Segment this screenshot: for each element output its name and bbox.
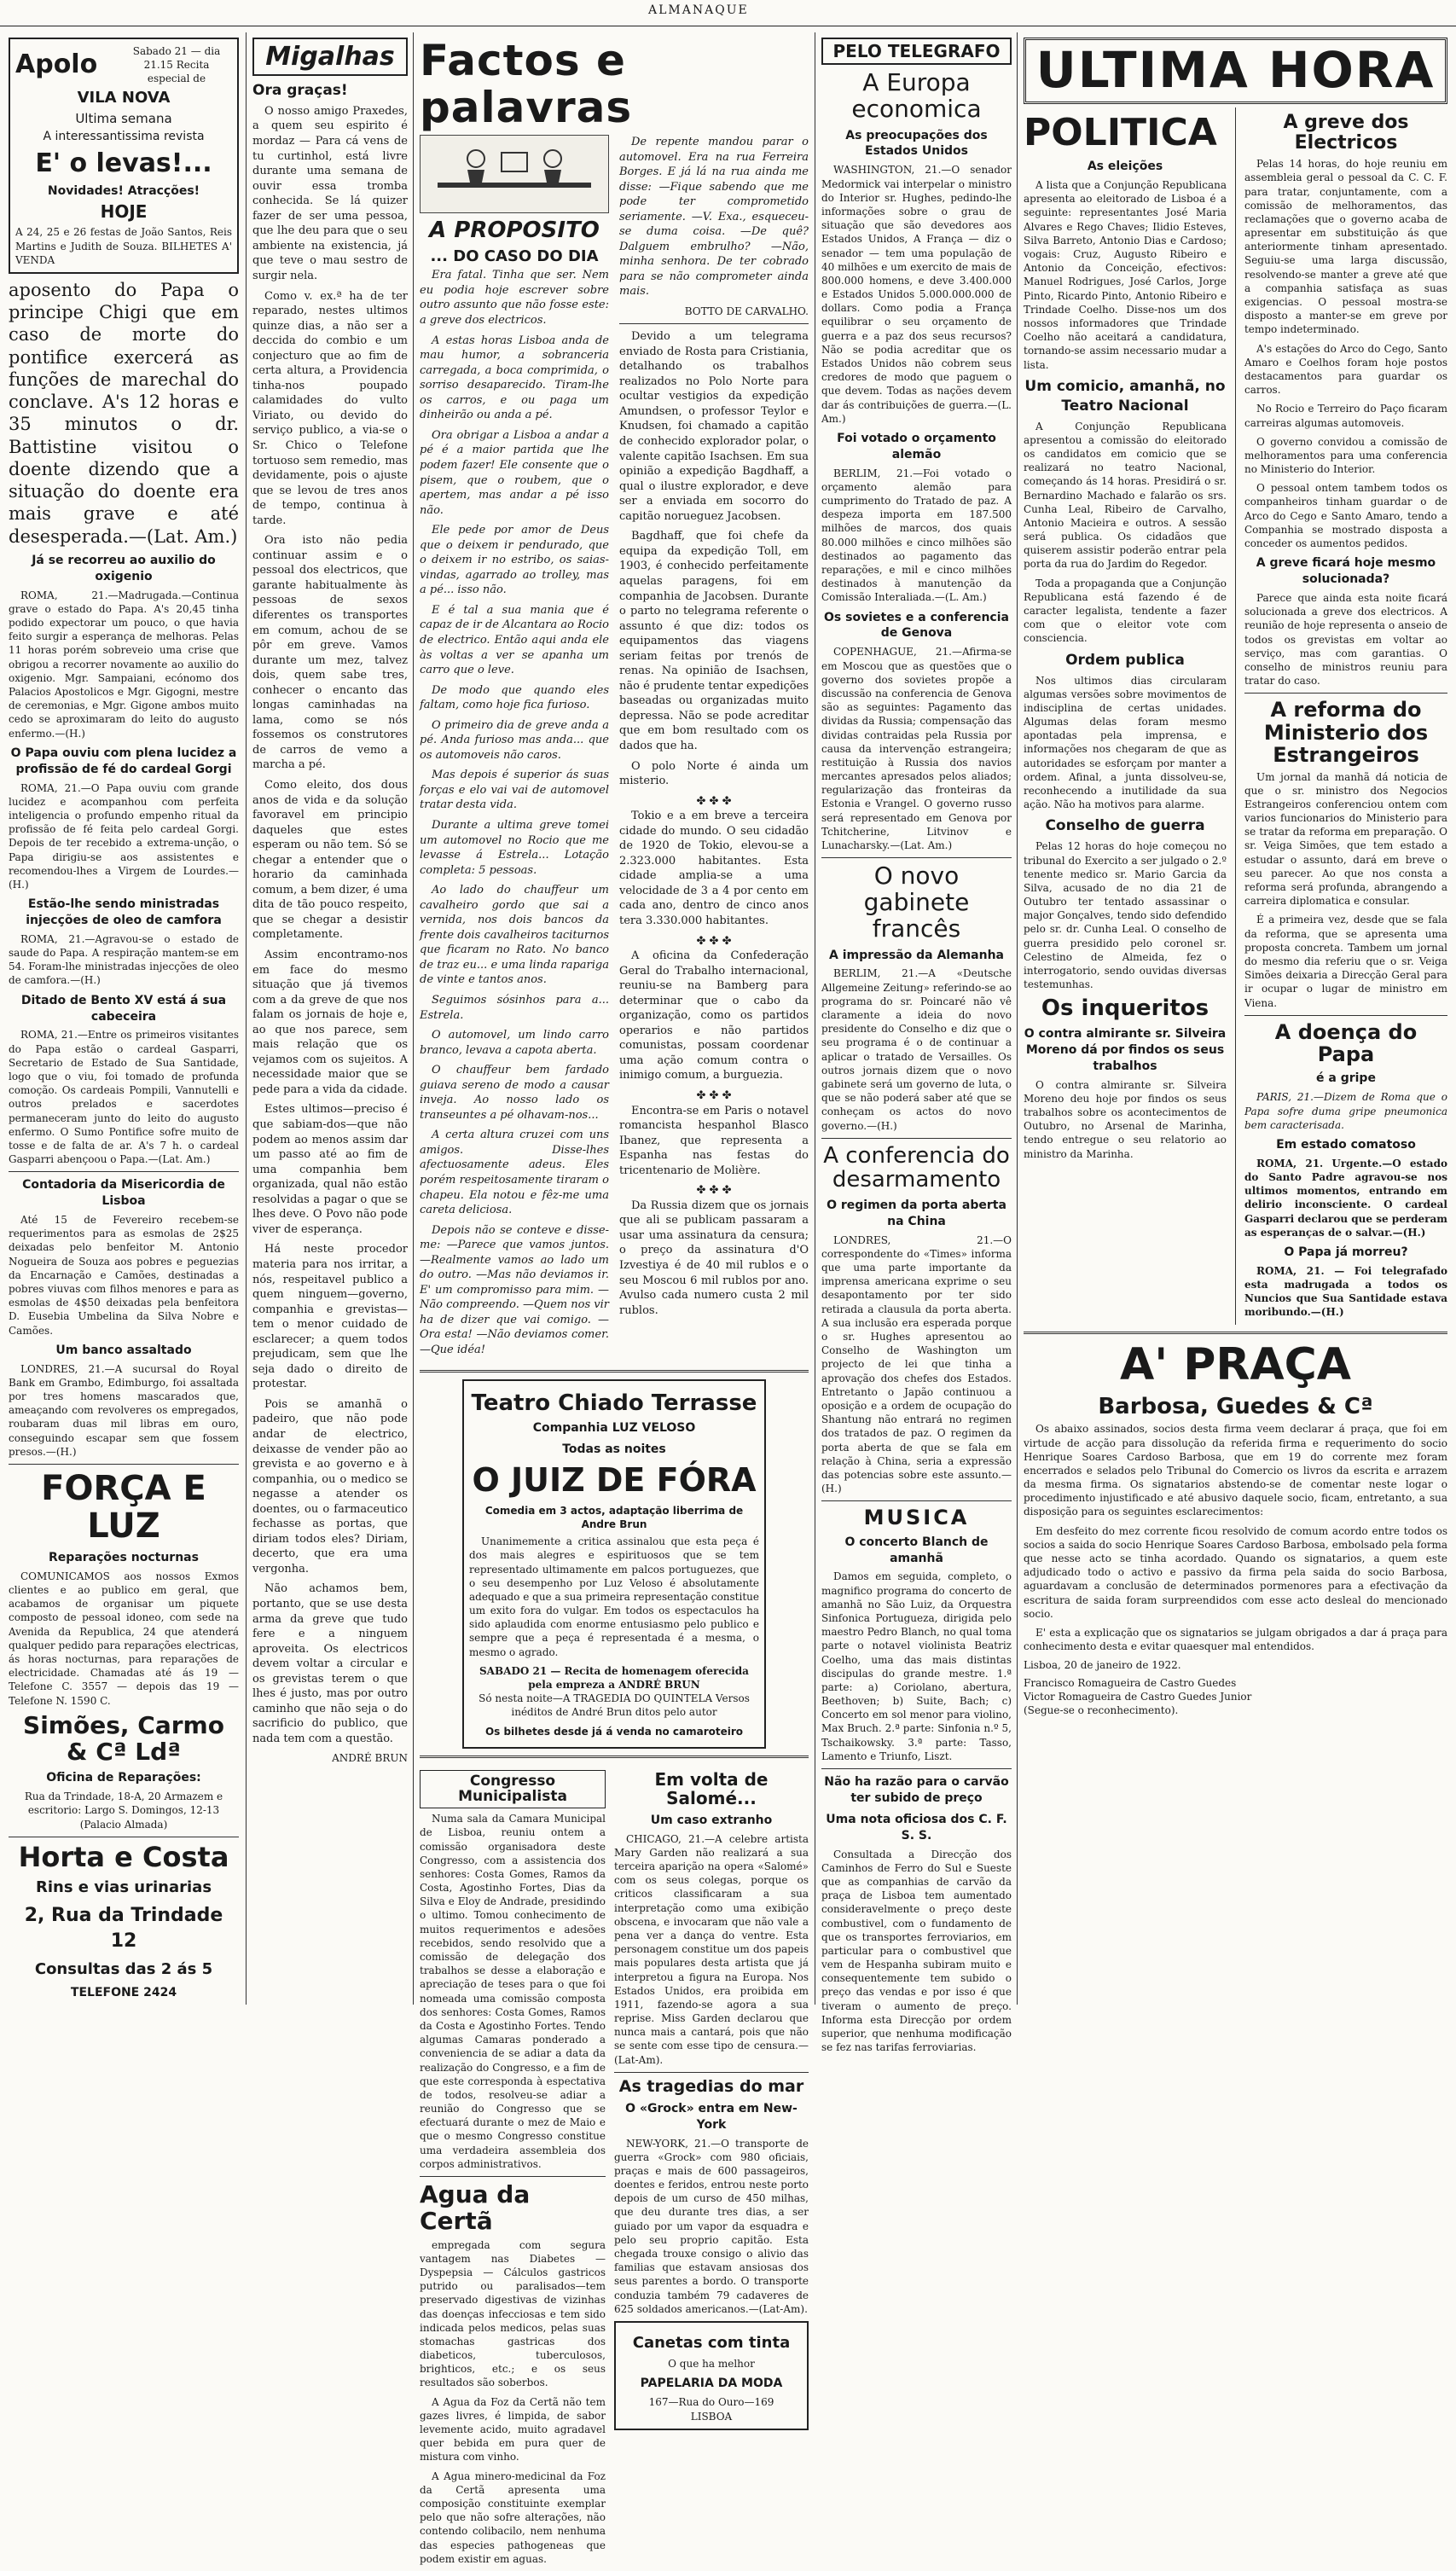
conselho-title: Conselho de guerra <box>1045 817 1205 835</box>
apropos-paragraph: O chauffeur bem fardado guiava sereno de modo a causar inveja. Ao nosso lado os transeuntes a pé olhavam-nos... <box>420 1064 609 1122</box>
divider <box>821 857 1012 858</box>
gabinete-title: O novo gabinete francês <box>863 862 970 943</box>
divider <box>420 1370 809 1373</box>
divider <box>1244 693 1447 694</box>
europa-text: WASHINGTON, 21.—O senador Medormick vai interpelar o ministro do Interior sr. Hughes, pedindo-lhe informações sobre o grau de situação que são devedores aos Estados Unidos, A França — diz o senador — tem uma população de 40 milhões e um exercito de mais de 800.000 homens, e deve 3.400.000 e Estados Unidos 5.000.000.000 de dollars. Como podia a França equilibrar o seu orçamento de guerra e a paz dos seus recursos? Não se podia acreditar que os Estados Unidos não cobrem seus credores de modo que paguem o que devem. Todas as nações devem dar ás contribuições de guerra.—(L. Am.) <box>821 164 1012 425</box>
column-rule <box>1235 107 1236 1325</box>
column-rule <box>1017 32 1018 2005</box>
pope-paragraph: aposento do Papa o principe Chigi que em caso de morte do pontifice exercerá as funções de marechal do conclave. A's 12 horas e 35 minutos o dr. Battistine visitou o doente dizendo que a situação do doente era mais grave e até desesperada.—(Lat. Am.) <box>9 279 239 547</box>
apropos-paragraph: Ao lado do chauffeur um cavalheiro gordo que sai a vernida, nos dois bancos da frente dois cavalheiros taciturnos que ficaram no Rato. No banco de traz eu... e uma linda rapariga de vinte e tantos anos. <box>420 884 609 987</box>
migalhas-title: Migalhas <box>252 38 408 76</box>
apropos-paragraph: De repente mandou parar o automovel. Era na rua Ferreira Borges. E já lá na rua ainda me disse: —Fique sabendo que me pode ter comprometido seriamente. —V. Exa., esqueceu-se duma coisa. —De quê? Dalguem embrulho? —Não, minha senhora. De ter cobrado para se não comprometer ainda mais. <box>619 136 809 299</box>
greve-title: A greve dos Electricos <box>1283 111 1409 154</box>
factos-left <box>420 135 609 1363</box>
apropos-paragraph: Era fatal. Tinha que ser. Nem eu podia hoje escrever sobre outro assunto que não fosse este: a greve dos electricos. <box>420 269 609 328</box>
misericordia-title: Contadoria da Misericordia de Lisboa <box>22 1178 225 1209</box>
migalhas-sub: Ora graças! <box>252 82 348 99</box>
papa-title: A doença do Papa <box>1274 1019 1418 1067</box>
praca-signatory: Victor Romagueira de Castro Guedes Junior <box>1024 1690 1252 1703</box>
divider <box>9 1171 239 1172</box>
tragedias-text: NEW-YORK, 21.—O transporte de guerra «Grock» com 980 oficiais, praças e mais de 600 passageiros, doentes e feridos, entrou neste porto depois de um curso de 450 milhas, que deu durante tres dias, a ser guiado por um vapor da esquadra e pelo seu proprio capitão. Esta chegada trouxe consigo o alivio das familias que estavam ansiosas dos seus parentes a bordo. O transporte conduzia também 79 cadaveres de 625 soldados americanos.—(Lat-Am). <box>614 2137 809 2315</box>
simoes-sub: Oficina de Reparações: <box>46 1771 201 1785</box>
column-rule <box>246 32 247 2005</box>
apropos-title: A PROPOSITO <box>429 218 600 243</box>
news-paragraph: Devido a um telegrama enviado de Rosta para Cristiania, detalhando os trabalhos realizados no Polo Norte para ocultar vestigios da expedição Amundsen, o professor Teylor e Knudsen, foi chamado a capitão de conhecido explorador polar, o valente capitão Isachsen. Em sua opinião a expedição Bagdhaff, a qual o ilustre explorador, e deve ser a enviada em socorro do capitão norueguez Jacobsen. <box>619 330 809 523</box>
praca-firm: Barbosa, Guedes & Cª <box>1098 1393 1373 1419</box>
apropos-paragraph: Mas depois é superior ás suas forças e elo vai vai de automovel tratar desta vida. <box>420 769 609 812</box>
apolo-ad <box>9 38 239 274</box>
musica-sub: O concerto Blanch de amanhã <box>844 1535 989 1565</box>
apropos-paragraph: A certa altura cruzei com uns amigos. Disse-lhes afectuosamente adeus. Eles porém respeitosamente tiraram o chapeu. Ela notou e fêz-me uma careta deliciosa. <box>420 1129 609 1217</box>
greve-text3: No Rocio e Terreiro do Paço ficaram carreiras algumas automoveis. <box>1244 403 1447 429</box>
divider <box>420 1756 809 1758</box>
simoes-title: Simões, Carmo & Cª Ldª <box>23 1710 224 1766</box>
coma-title: Em estado comatoso <box>1276 1137 1416 1152</box>
column-rule <box>413 32 414 2005</box>
salome-title: Em volta de Salomé... <box>654 1768 769 1808</box>
divider <box>1024 1332 1447 1334</box>
chiado-desc: Comedia em 3 actos, adaptação liberrima de Andre Brun <box>484 1504 744 1530</box>
orcamento-text: BERLIM, 21.—Foi votado o orçamento alemão para cumprimento do Tratado de paz. A despeza importa em 187.500 milhões de marcos, dos quais 80.000 milhões e cinco milhões são destinados ao pagamento das reparações, e mil e cinco milhões destinados à manutenção da Comissão Interaliada.—(L. Am.) <box>821 467 1012 604</box>
europa-sub: As preocupações dos Estados Unidos <box>845 128 988 159</box>
sovietes-title: Os sovietes e a conferencia de Genova <box>824 610 1009 641</box>
gabinete-text: BERLIM, 21.—A «Deutsche Allgemeine Zeitung» referindo-se ao programa do sr. Poincaré não vê claramente a ideia do novo presidente do Conselho e diz que o seu programa é o de continuar a aplicar o tratado de Versailles. Os outros jornais dizem que o novo gabinete será um governo de luta, o que se não poderá saber até que se conheçam os actos do novo governo.—(H.) <box>821 967 1012 1132</box>
apropos-paragraph: Ora obrigar a Lisboa a andar a pé é a maior partida que lhe podem fazer! Ele consente que o pisem, que o roubem, que o apertem, mas andar a pé isso não. <box>420 428 609 517</box>
factos-body <box>420 135 809 1363</box>
lower-left <box>420 1765 606 2571</box>
migalhas-paragraph: Há neste procedor materia para nos irritar, a nós, respeitavel publico a quem ninguem—governo, companhia e grevistas—tem o menor cuidado de esclarecer; a quem todos prejudicam, sem que lhe seja dado o direito de protestar. <box>252 1243 408 1391</box>
praca-text3: E' esta a explicação que os signatarios se julgam obrigados a dar á praça para conhecimento desta e evitar quaesquer mal entendidos. <box>1024 1626 1447 1653</box>
column-4 <box>821 32 1012 2054</box>
morreu-text: ROMA, 21. — Foi telegrafado esta madrugada a todos os Nuncios que Sua Santidade estava moribundo.—(H.) <box>1244 1264 1447 1319</box>
column-1 <box>9 32 239 2005</box>
migalhas-paragraph: Não achamos bem, portanto, que se use desta arma da greve que tudo fere e a ninguem aproveita. Os electricos devem voltar a circular e os grevistas terem o que lhes é justo, mas por outro caminho que não seja o do sacrificio do publico, que nada tem com a questão. <box>252 1582 408 1745</box>
chiado-play: O JUIZ DE FÓRA <box>472 1460 757 1499</box>
papa-sub: é a gripe <box>1316 1071 1376 1086</box>
greve-text2: A's estações do Arco do Cego, Santo Amaro e Coelhos foram hoje postos destacamentos para guardar os carros. <box>1244 342 1447 397</box>
russia-paragraph: Da Russia dizem que os jornais que ali se publicam passaram a usar uma assinatura da censura; o preço da assinatura d'O Izvestiya é de 40 mil rublos e o seu Moscou 6 mil rublos por ano. Avulso cada numero custa 2 mil rublos. <box>619 1198 809 1317</box>
forca-title: FORÇA E LUZ <box>41 1468 206 1546</box>
apolo-schedule: Sabado 21 — dia 21.15 Recita especial de <box>132 45 221 85</box>
apropos-illustration <box>420 135 609 213</box>
congresso-title: Congresso Municipalista <box>420 1770 606 1808</box>
tragedias-title: As tragedias do mar <box>618 2076 804 2096</box>
apolo-company: VILA NOVA <box>77 88 171 107</box>
oxygen-title: Já se recorreu ao auxilio do oxigenio <box>32 553 216 583</box>
carvao-text: Consultada a Direcção dos Caminhos de Ferro do Sul e Sueste que as companhias de carvão da praça de Lisboa tem aumentado consideravelmente o preço deste combustivel, com o fundamento de que os transportes ferroviarios, em particular para o combustivel que vem de Hespanha subiram muito e consequentemente tem subido o preço das vendas e por isso é que tiveram o aumento de preço. Informa esta Direcção por ordem superior, que nenhuma modificação se fez nas tarifas ferroviarias. <box>821 1848 1012 2054</box>
agua-title: Agua da Certã <box>420 2180 531 2235</box>
greve-text6: Parece que ainda esta noite ficará solucionada a greve dos electricos. A reunião de hoje representa o anseio de todos os grevistas em voltar ao serviço, mas com garantias. O conselho de ministros reuniu para tratar do caso. <box>1244 592 1447 688</box>
divider <box>420 2176 606 2177</box>
simoes-text: Rua da Trindade, 18-A, 20 Armazem e escritorio: Largo S. Domingos, 12-13 (Palacio Almada) <box>24 1790 223 1831</box>
comicio-text2: Toda a propaganda que a Conjunção Republicana está fazendo é de caracter legalista, tendente a fazer com que o eleitor vote com consciencia. <box>1024 577 1227 645</box>
eleicoes-text: A lista que a Conjunção Republicana apresenta ao eleitorado de Lisboa é a seguinte: representantes José Maria Alvares e Rego Chaves; Ilidio Esteves, Silva Barreto, Antonio Dias e Cardoso; vogais: Cruz, Augusto Ribeiro e Antonio da Conceição, efectivos: Manuel Rodrigues, José Carlos, Jorge Pinto, Ricardo Pinto, Antonio Ribeiro e Trindade Coelho. Disse-nos um dos nossos informadores que Trindade Coelho não aceitará a candidatura, tornando-se assim necessario mudar a lista. <box>1024 179 1227 371</box>
apropos-paragraph: A estas horas Lisboa anda de mau humor, a sobranceria carregada, a boca comprimida, o sorriso desaparecido. Tiram-lhe os carros, e ou paga um dinheirão ou anda a pé. <box>420 334 609 422</box>
reading-figures-illustration <box>429 140 600 208</box>
lucidez-title: O Papa ouviu com plena lucidez a profissão de fé do cardeal Gorgi <box>10 746 237 776</box>
politica-title: POLITICA <box>1024 110 1217 154</box>
ornament-divider: ✤ ✤ ✤ <box>696 1089 732 1102</box>
bank-title: Um banco assaltado <box>55 1343 192 1357</box>
papa-text: PARIS, 21.—Dizem de Roma que o Papa sofre duma gripe pneumonica bem caracterisada. <box>1244 1091 1447 1131</box>
coma-text: ROMA, 21. Urgente.—O estado do Santo Padre agravou-se nos ultimos momentos, entrando em delirio inconsciente. O cardeal Gasparri declarou que se perderam as esperanças de o salvar.—(H.) <box>1244 1157 1447 1239</box>
salome-sub: Um caso extranho <box>650 1813 773 1827</box>
reforma-text2: É a primeira vez, desde que se fala da reforma, que se apresenta uma proposta concreta. Tambem um jornal do mesmo dia referiu que o sr. Veiga Simões deixaria a Direcção Geral para ir ocupar o lugar de ministro em Viena. <box>1244 914 1447 1009</box>
chiado-every: Todas as noites <box>562 1442 666 1457</box>
apropos-paragraph: Depois não se conteve e disse-me: —Parece que vamos juntos. —Realmente vamos ao lado um do outro. —Mas não deviamos ir. E' um compromisso para mim. —Não compreendo. —Quem nos vir ha de dizer que vai comigo. —Ora esta! —Não deviamos comer. —Que idéa! <box>420 1223 609 1357</box>
apropos-paragraph: E é tal a sua mania que é capaz de ir de Alcantara ao Rocio de electrico. Então aqui anda ele às voltas a ver se apanha um carro que o leve. <box>420 603 609 677</box>
agua-text2: A Agua da Foz da Certã não tem gazes livres, é limpida, de sabor levemente acido, muito agradavel quer bebida em pura quer de mistura com vinho. <box>420 2395 606 2464</box>
sovietes-text: COPENHAGUE, 21.—Afirma-se em Moscou que as questões que o governo dos sovietes propõe a discussão na conferencia de Genova são as seguintes: Pagamento das dividas da Russia; compensação das dividas contraidas pela Russia por causa da intervenção estrangeira; restituição à Russia dos navios mercantes apresados pelos aliados; regularização das fronteiras da Estonia e Vrangel. O governo russo será representado em Genova por Tchitcherine, Litvinov e Lunacharsky.—(Lat. Am.) <box>821 646 1012 851</box>
agua-text: empregada com segura vantagem nas Diabetes — Dyspepsia — Cálculos gastricos putrido ou paralisados—tem preservado digestivas de vizinhas das doenças infecciosas e tem sido indicada pelos medicos, pelas suas stomachas gastricas dos diabeticos, tuberculosos, brighticos, etc.; e os seus resultados são soberbos. <box>420 2238 606 2389</box>
ornament-divider: ✤ ✤ ✤ <box>696 934 732 948</box>
divider <box>821 1138 1012 1139</box>
praca-title: A' PRAÇA <box>1119 1338 1352 1390</box>
migalhas-signature: ANDRÉ BRUN <box>332 1752 408 1765</box>
page-header <box>0 0 1456 26</box>
migalhas-paragraph: O nosso amigo Praxedes, a quem seu espirito é mordaz — Para cá vens de tu curtinhol, está livre durante uma semana de ouvir essa tromba conhecida. Se lá quizer fazer de ser uma pessoa, que lhe deu para que o seu ambiente na existencia, já que teve o mau sestro de surgir nela. <box>252 104 408 282</box>
migalhas-paragraph: Pois se amanhã o padeiro, que não pode andar de electrico, deixasse de vender pão ao grevista e ao governo e à companhia, ou o medico se negasse a atender os doentes, ou o farmaceutico fechasse as portas, que diriam todos eles? Diriam, decerto, que era uma vergonha. <box>252 1397 408 1576</box>
telegrafo-masthead: PELO TELEGRAFO <box>821 38 1012 65</box>
chiado-ad <box>462 1379 766 1749</box>
chiado-title: Teatro Chiado Terrasse <box>471 1390 757 1416</box>
horta-phone: TELEFONE 2424 <box>70 1985 177 1999</box>
divider <box>821 1500 1012 1501</box>
agua-text3: A Agua minero-medicinal da Foz da Certã apresenta uma composição constituinte exemplar pelo que não sofre alterações, não contendo colibacilo, nem nenhuma das especies pathogeneas que podem existir em aguas. <box>420 2469 606 2565</box>
apropos-paragraph: O primeiro dia de greve anda a pé. Anda furioso mas anda... que os automoveis não caros. <box>420 718 609 762</box>
chiado-text: Unanimemente a critica assinalou que esta peça é dos mais alegres e espirituosos que se tem representado ultimamente em palcos portuguezes, que o seu desempenho por Luz Veloso é absolutamente adequado e que a sua primeira representação constitue um exito fora do vulgar. Em todos os espectaculos ha sido aplaudida com enorme entusiasmo pelo publico e sempre que a peça é representada é a mesma, o mesmo o agrado. <box>469 1535 759 1658</box>
factos-title: Factos e palavras <box>420 36 633 132</box>
musica-title: MUSICA <box>863 1506 970 1530</box>
ornament-divider: ✤ ✤ ✤ <box>696 794 732 808</box>
canetas-shop: PAPELARIA DA MODA <box>640 2377 783 2391</box>
greve-text4: O governo convidou a comissão de melhoramentos para uma conferencia no Ministerio do Interior. <box>1244 435 1447 476</box>
ordem-title: Ordem publica <box>1065 651 1185 669</box>
forca-sub: Reparações nocturnas <box>49 1550 199 1564</box>
europa-title: A Europa economica <box>851 68 982 123</box>
chiado-tickets: Os bilhetes desde já á venda no camaroteiro <box>484 1725 744 1738</box>
eleicoes-title: As eleições <box>1087 160 1163 174</box>
congresso-text: Numa sala da Camara Municipal de Lisboa, reuniu ontem a comissão organisadora deste Congresso, com a assistencia dos senhores: Costa Gomes, Ramos da Costa, Agostinho Fortes, Dias da Silva e Eloy de Andrade, presidindo o ultimo. Tomou conhecimento de muitos requerimentos e adesões recebidos, sendo resolvido que a comissão de delegação dos trabalhos se desse a elaboração e apreciação de teses para o que foi nomeada uma comissão composta dos senhores: Costa Gomes, Ramos da Costa e Agostinho Fortes. Tendo algumas Camaras ponderado a conveniencia de se adiar a data da realização do Congresso, e a fim de que este corresponda à espectativa de todos, resolveu-se adiar a reunião do Congresso que se efectuará durante o mez de Maio e que o mesmo Congresso constitue uma verdadeira assembleia dos corpos administrativos. <box>420 1813 606 2170</box>
horta-hours: Consultas das 2 ás 5 <box>34 1959 213 1978</box>
camphor-text: ROMA, 21.—Agravou-se o estado de saude do Papa. A respiração mantem-se em 54. Foram-lhe ministradas injecções de oleo de camfora.—(H.) <box>9 932 239 987</box>
news-paragraph: O polo Norte é ainda um misterio. <box>619 759 809 788</box>
misericordia-text: Até 15 de Fevereiro recebem-se requerimentos para as esmolas de 2$25 deixadas pelo benfeitor M. Antonio Nogueira de Souza aos pobres e peguezias da Encarnação e Camões, destinadas a pobres viuvas com filhos menores e para as esmolas de 4$50 deixadas pela benfeitora D. Eusebia Umbelina da Silva Nobre e Camões. <box>9 1214 239 1337</box>
page-header-text: ALMANAQUE <box>648 3 749 17</box>
inqueritos-sub: O contra almirante sr. Silveira Moreno dá por findos os seus trabalhos <box>1024 1026 1227 1073</box>
bank-text: LONDRES, 21.—A sucursal do Royal Bank em Grambo, Edimburgo, foi assaltada por tres homens mascarados que, ameaçando com revolveres os empregados, roubaram duas mil libras em ouro, conseguindo escapar sem que fossem presos.—(H.) <box>9 1362 239 1458</box>
ultima-hora-masthead: ULTIMA HORA <box>1024 38 1447 104</box>
camphor-title: Estão-lhe sendo ministradas injecções de oleo de camfora <box>26 897 222 927</box>
apropos-paragraph: Seguimos sósinhos para a... Estrela. <box>420 994 609 1022</box>
comicio-text: A Conjunção Republicana apresentou a comissão do eleitorado os candidatos em comicio que se realizará no teatro Nacional, começando ás 14 horas. Presidirá o sr. Bernardino Machado e falarão os srs. Cunha Leal, Ribeiro de Carvalho, Antonio Macieira e outros. A sessão será publica. Os cidadãos que quiserem assistir poderão entrar pela porta da rua do Jardim do Regedor. <box>1024 420 1227 571</box>
desarm-sub: O regimen da porta aberta na China <box>827 1198 1006 1228</box>
apolo-desc: A interessantissima revista <box>43 130 205 144</box>
apolo-week: Ultima semana <box>75 110 172 126</box>
forca-text: COMUNICAMOS aos nossos Exmos clientes e ao publico em geral, que acabamos de organisar um piquete composto de pessoal idoneo, com sede na Avenida da Republica, 24 que atenderá qualquer pedido para reparações electricas, ás horas nocturnas, para reparações de electricidade. Chamadas até ás 19 — Telefone C. 3557 — depois das 19 — Telefone N. 1590 C. <box>9 1570 239 1707</box>
praca-signatory: Francisco Romagueira de Castro Guedes <box>1024 1676 1237 1689</box>
canetas-ad <box>614 2321 809 2430</box>
praca-note: (Segue-se o reconhecimento). <box>1024 1703 1179 1716</box>
desarm-title: A conferencia do desarmamento <box>823 1142 1010 1193</box>
apropos-sub: ... DO CASO DO DIA <box>430 247 599 265</box>
column-5 <box>1024 32 1447 2005</box>
orcamento-title: Foi votado o orçamento alemão <box>837 431 996 461</box>
divider <box>821 1768 1012 1769</box>
apropos-paragraph: Ele pede por amor de Deus que o deixem ir pendurado, que o deixem ir no estribo, os saias-vindas, agarrado ao trolley, mas a pé... isso não. <box>420 524 609 597</box>
apolo-tag: Novidades! Atracções! <box>47 183 200 198</box>
factos-right <box>619 135 809 1363</box>
col5-right <box>1244 107 1447 1325</box>
apropos-paragraph: Durante a ultima greve tomei um automovel no Rocio que me levasse á Estrela... Lotação completa: 5 pessoas. <box>420 818 609 877</box>
col5-left <box>1024 107 1227 1325</box>
column-3 <box>420 32 809 2565</box>
gabinete-sub: A impressão da Alemanha <box>828 948 1004 962</box>
chiado-company: Companhia LUZ VELOSO <box>532 1421 696 1436</box>
divider <box>1244 1015 1447 1016</box>
chiado-sabado: SABADO 21 — Recita de homenagem oferecida pela empreza a ANDRÉ BRUN <box>479 1664 749 1691</box>
morreu-title: O Papa já morreu? <box>1284 1245 1408 1259</box>
apropos-paragraph: O automovel, um lindo carro branco, levava a capota aberta. <box>420 1029 609 1057</box>
carvao-sub: Uma nota oficiosa dos C. F. S. S. <box>826 1812 1007 1843</box>
canetas-sub: O que ha melhor <box>668 2358 755 2371</box>
chiado-sabado2: Só nesta noite—A TRAGEDIA DO QUINTELA Versos inéditos de André Brun ditos pelo autor <box>479 1692 750 1719</box>
apolo-show: E' o levas!... <box>35 148 212 178</box>
greve-question: A greve ficará hoje mesmo solucionada? <box>1256 556 1436 587</box>
horta-addr: 2, Rua da Trindade 12 <box>24 1905 223 1952</box>
news-paragraph: Bagdhaff, que foi chefe da equipa da expedição Toll, em 1903, é conhecido perfeitamente aquelas paragens, foi em companhia de Jacobsen. Durante o parto no telegrama referente o assunto é que diz: todos os equipamentos das viagens seriam feitas por trenós de renas. Na opinião de Isachsen, não é prudente tentar expedições baseadas ou organizadas muito depressa. Não se pode acreditar que em bom resultado com os dados que ha. <box>619 530 809 752</box>
col5-split <box>1024 107 1447 1325</box>
tragedias-sub: O «Grock» entra em New-York <box>625 2101 798 2132</box>
musica-text: Damos em seguida, completo, o magnifico programa do concerto de amanhã no São Luiz, da Orquestra Sinfonica Portugueza, dirigida pelo maestro Pedro Blanch, no qual toma parte o notavel violinista Beatriz Coelho, uma das mais distintas discipulas do grande mestre. 1.ª parte: a) Coriolano, abertura, Beethoven; b) Suite, Bach; c) Concerto em sol menor para violino, Max Bruch. 2.ª parte: Sinfonia n.º 5, Tschaikowsky. 3.ª parte: Tasso, Lamento e Triunfo, Liszt. <box>821 1570 1012 1762</box>
migalhas-paragraph: Como v. ex.ª ha de ter reparado, nestes ultimos quinze dias, a não ser a deccida do combio e um conjecturo que ao fim de certa altura, a Providencia tinha-nos poupado calamidades do vulto Viriato, ou devido do serviço publico, a via-se o Sr. Chico o Telefone tortuoso sem remedio, mas devidamente, pois o ajuste que se levou de tres anos de tempo, continua à tarde. <box>252 289 408 527</box>
divider <box>9 1464 239 1465</box>
tokio-paragraph: Tokio e a em breve a terceira cidade do mundo. O seu cidadão de 1920 de Tokio, elevou-se a 2.323.000 habitantes. Esta cidade amplia-se a uma velocidade de 3 a 4 por cento em cada ano, dentro de cinco anos tera 3.330.000 habitantes. <box>619 810 809 927</box>
greve-text5: O pessoal ontem tambem todos os companheiros tinham guardar o de Arco do Cego e Santo Amaro, tendo a Companhia se mostrado disposta a conceder os aumentos pedidos. <box>1244 482 1447 550</box>
horta-title: Horta e Costa <box>18 1840 229 1873</box>
divider <box>619 323 809 324</box>
desarm-text: LONDRES, 21.—O correspondente do «Times» informa que uma parte importante da imprensa americana exprime o seu desapontamento por ter sido retirada a clausula da porta aberta. A sua inclusão era esperada porque o sr. Hughes apresentou ao Conselho de Washington um projecto de lei que tinha a aprovação dos chefes dos Estados. Entretanto o Japão continuou a oposição e a ordem de ocupação do Shantung não entrará no regimen dos tratados de paz. O regimen da porta aberta de que se fala em relação à China, seria a expressão das potencias sobre este assunto.—(H.) <box>821 1233 1012 1495</box>
migalhas-paragraph: Assim encontramo-nos em face do mesmo situação que já tivemos com a da greve de que nos falam os jornais de hoje e, ao que nos parece, sem mais relação que os vejamos com os sujeitos. A necessidade maior que se pede para a vida da cidade. <box>252 949 408 1096</box>
canetas-title: Canetas com tinta <box>632 2333 791 2352</box>
column-2 <box>252 32 408 2005</box>
praca-date: Lisboa, 20 de janeiro de 1922. <box>1024 1659 1181 1672</box>
bento-title: Ditado de Bento XV está á sua cabeceira <box>20 993 227 1024</box>
canetas-city: LISBOA <box>690 2410 733 2423</box>
praca-text: Os abaixo assinados, socios desta firma veem declarar á praça, que foi em virtude de acção para dissolução da referida firma e requerimento do socio Henrique Soares Cardoso Barbosa, que em 19 do corrente mez foram encerrados e selados pelo Tribunal do Comercio os livros da escrita e arrazem da mesma firma. Os signatarios abstendo-se de comentar neste logar o procedimento injustificado e até abusivo daquele socio, ficam, entretanto, a sua disposição para os seguintes esclarecimentos: <box>1024 1423 1447 1518</box>
lower-right <box>614 1765 809 2571</box>
inqueritos-text: O contra almirante sr. Silveira Moreno deu hoje por findos os seus trabalhos sobre os acontecimentos de Outubro, no Arsenal de Marinha, tendo entregue o seu relatorio ao ministro da Marinha. <box>1024 1078 1227 1160</box>
horta-sub: Rins e vias urinarias <box>35 1877 212 1896</box>
migalhas-paragraph: Ora isto não pedia continuar assim e o pessoal dos electricos, que garante habitualmente às pessoas de sexos diferentes os transportes em comum, achou de se pôr em greve. Vamos durante um mez, talvez dois, quem sabe tres, conhecer o encanto das longas caminhadas na lama, como se nós fossemos os construtores de carros de vemo a marcha a pé. <box>252 534 408 772</box>
greve-text: Pelas 14 horas, do hoje reuniu em assembleia geral o pessoal da C. C. F. para tratar, conjuntamente, com a comissão de melhoramentos, das reclamações que o governo acaba de apresentar em substituição ás que anteriormente tinham apresentado. Seguiu-se uma larga discussão, resolvendo-se manter a greve até que a companhia satisfaça as suas exigencias. O pessoal mostra-se disposto a manter-se em greve por tempo indeterminado. <box>1244 158 1447 336</box>
comicio-title: Um comicio, amanhã, no Teatro Nacional <box>1024 377 1226 415</box>
reforma-title: A reforma do Ministerio dos Estrangeiros <box>1263 698 1429 768</box>
bento-text: ROMA, 21.—Entre os primeiros visitantes do Papa estão o cardeal Gasparri, Secretario de Estado de Sua Santidade, logo que o viu, foi tomado de profunda comoção. Os cardeais Pompili, Vannutelli e outros prelados e sacerdotes permaneceram junto do leito do augusto enfermo. O Sumo Pontifice sofre muito de tosse e de falta de ar. A's 7 h. o cardeal Gasparri abençoou o Papa.—(Lat. Am.) <box>9 1029 239 1166</box>
lucidez-text: ROMA, 21.—O Papa ouviu com grande lucidez e acompanhou com perfeita inteligencia o profundo empenho ritual da profissão de fé feita pelo cardeal Gorgi. Depois de ter recebido a extrema-unção, o Papa dirigiu-se aos assistentes e recomendou-lhes a Virgem de Lourdes.—(H.) <box>9 781 239 891</box>
apolo-today: HOJE <box>100 201 148 223</box>
praca-text2: Em desfeito do mez corrente ficou resolvido de comum acordo entre todos os socios a saida do socio Henrique Soares Cardoso Barbosa, embolsado pela forma que nesse acto se tinha acordado. Quando os signatarios, a quem este adjudicado todo o activo e passivo da firma pela saida do socio Barbosa, aguardavam a conclusão de determinados pormenores para a efectivação da escritura de saida foram surpreendidos com esse acto desleal do mencionado socio. <box>1024 1524 1447 1620</box>
reforma-text: Um jornal da manhã dá noticia de que o sr. ministro dos Negocios Estrangeiros conferenciou ontem com varios funcionarios do Ministerio para se tratar da reforma em preparação. O sr. Veiga Simões, que tem estado a estudar o assunto, dará em breve o seu parecer. Ao que nos consta a reforma será profunda, abrangendo a carreira diplomatica e consular. <box>1244 770 1447 908</box>
lower-columns <box>420 1765 809 2571</box>
ordem-text: Nos ultimos dias circularam algumas versões sobre movimentos de indisciplina de certas unidades. Algumas delas foram mesmo apontadas pela imprensa, e informações nos chegaram de que as autoridades se esforçam por manter a ordem. Afinal, a junta dissolveu-se, reconhecendo a inutilidade da sua ação. Não ha motivos para alarme. <box>1024 674 1227 811</box>
apolo-name: Apolo <box>15 49 98 80</box>
oficina-paragraph: A oficina da Confederação Geral do Trabalho internacional, reuniu-se na Bamberg para determinar que o cabo da organização, como os partidos operarios e não partidos comunistas, possam coordenar uma ação comum contra o inimigo comum, a burguezia. <box>619 949 809 1082</box>
divider <box>614 2072 809 2073</box>
ornament-divider: ✤ ✤ ✤ <box>696 1184 732 1198</box>
apolo-note: A 24, 25 e 26 festas de João Santos, Reis Martins e Judith de Souza. BILHETES A' VENDA <box>15 226 232 266</box>
ibanez-paragraph: Encontra-se em Paris o notavel romancista hespanhol Blasco Ibanez, que representa a Espanha nas festas do tricentenario de Molière. <box>619 1104 809 1177</box>
salome-text: CHICAGO, 21.—A celebre artista Mary Garden não realizará a sua terceira aparição na opera «Salomé» com os seus colegas, porque os criticos classificaram a sua interpretação como uma exibição obscena, e invocaram que não vale a pena ver a dança do ventre. Esta personagem constitue um dos papeis mais populares desta artista que já interpretou a figura na Europa. Nos Estados Unidos, era proibida em 1911, fazendo-se agora a sua reprise. Miss Garden declarou que nunca mais a cantará, pois que não se sente com esse tipo de censura.—(Lat-Am). <box>614 1832 809 2066</box>
canetas-addr: 167—Rua do Ouro—169 <box>648 2396 774 2409</box>
conselho-text: Pelas 12 horas do hoje começou no tribunal do Exercito a ser julgado o 2.º tenente medico sr. Mario Garcia da Silva, acusado de no dia 21 de Outubro ter tentado assassinar o major Gonçalves, tendo sido defendido pelo sr. dr. Cunha Leal. O conselho de guerra presidido pelo coronel sr. Celestino de Almeida, fez o interrogatorio, sendo ouvidas diversas testemunhas. <box>1024 840 1227 991</box>
carvao-title: Não ha razão para o carvão ter subido de preço <box>824 1775 1009 1805</box>
oxygen-text: ROMA, 21.—Madrugada.—Continua grave o estado do Papa. A's 20,45 tinha podido expectorar um pouco, o que havia feito surgir a esperança de melhoras. Pelas 11 horas porém sobreveio uma crise que obrigou a recorrer novamente ao auxilio do oxigenio. Mgr. Sampaiani, ecónomo dos Palacios Apostolicos e Mgr. Gigogni, mestre de ceremonias, e Mgr. Gigone ambos muito cedo se aproximaram do leito do augusto enfermo.—(H.) <box>9 589 239 740</box>
apropos-paragraph: De modo que quando eles faltam, como hoje fica furioso. <box>420 683 609 712</box>
apropos-signature: BOTTO DE CARVALHO. <box>684 305 809 318</box>
migalhas-paragraph: Estes ultimos—preciso é que sabiam-dos—que não podem ao menos assim dar um passo até ao fim de uma companhia bem organizada, qual não estão resolvidas a pagar o que se lhes deve. O Povo não pode viver de esperança. <box>252 1103 408 1236</box>
inqueritos-title: Os inqueritos <box>1041 995 1209 1022</box>
migalhas-paragraph: Como eleito, dos dous anos de vida e da solução favoravel em principio daqueles que estes esperam ou não tem. Só se chegar a entender que o horario da caminhada comum, a bem dizer, é uma dita de tão pouco respeito, que se chegar a desistir completamente. <box>252 779 408 942</box>
